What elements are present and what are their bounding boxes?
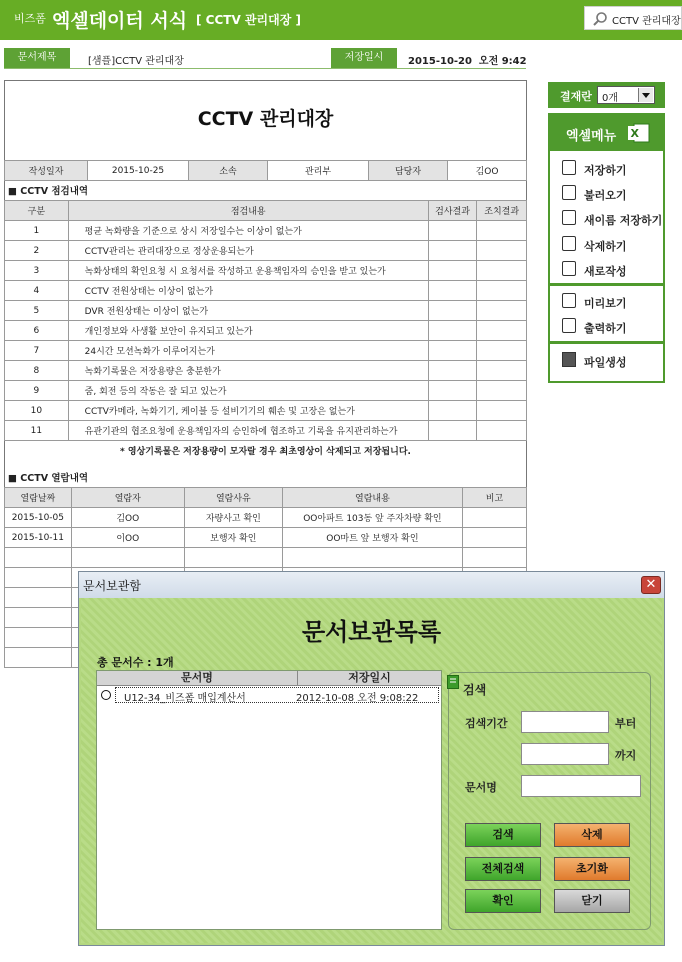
table-cell[interactable] <box>477 261 527 281</box>
archive-dialog <box>78 571 665 946</box>
menu-delete-label: 삭제하기 <box>584 240 627 253</box>
table-cell: 개인정보와 사생활 보안이 유지되고 있는가 <box>68 321 428 341</box>
table-cell[interactable]: 2015-10-05 <box>5 508 72 528</box>
table-header-row <box>5 201 527 221</box>
table-cell[interactable] <box>477 361 527 381</box>
inspection-section-title: ■ CCTV 점검내역 <box>8 186 89 197</box>
table-row <box>5 321 527 341</box>
table-cell: 녹화기록물은 저장용량은 충분한가 <box>68 361 428 381</box>
table-cell[interactable]: OO마트 앞 보행자 확인 <box>282 528 462 548</box>
table-cell: 6 <box>5 321 69 341</box>
table-cell: CCTV카메라, 녹화기기, 케이블 등 설비기기의 훼손 및 고장은 없는가 <box>68 401 428 421</box>
table-row <box>5 548 527 568</box>
table-cell[interactable] <box>428 401 477 421</box>
table-cell[interactable] <box>477 281 527 301</box>
save-date-label: 저장일시 <box>331 48 397 68</box>
delete-button[interactable]: 삭제 <box>554 823 630 847</box>
table-cell: 평균 녹화량을 기준으로 상시 저장일수는 이상이 없는가 <box>68 221 428 241</box>
table-cell[interactable] <box>5 588 72 608</box>
table-header-cell: 점검내용 <box>68 201 428 221</box>
svg-text:X: X <box>630 127 639 140</box>
table-cell[interactable]: OO아파트 103동 앞 주자차량 확인 <box>282 508 462 528</box>
preview-icon <box>562 293 576 308</box>
table-header-cell: 열람내용 <box>282 488 462 508</box>
brand-logo-small: 비즈폼 <box>14 12 46 25</box>
table-cell: 9 <box>5 381 69 401</box>
document-subtitle: [ CCTV 관리대장 ] <box>196 13 301 27</box>
table-cell: 24시간 모션녹화가 이루어지는가 <box>68 341 428 361</box>
menu-print[interactable] <box>554 315 658 339</box>
menu-new[interactable] <box>554 258 658 282</box>
radio-button[interactable] <box>101 690 111 700</box>
from-suffix: 부터 <box>615 717 637 730</box>
inspection-table <box>4 200 527 460</box>
search-panel-title: 검색 <box>463 683 487 697</box>
meta-cell[interactable]: 2015-10-25 <box>88 161 189 181</box>
save-icon <box>562 160 576 175</box>
table-cell[interactable] <box>428 241 477 261</box>
table-cell: 10 <box>5 401 69 421</box>
table-header-cell: 구분 <box>5 201 69 221</box>
approval-label: 결재란 <box>560 90 592 103</box>
dialog-body <box>81 598 662 943</box>
menu-preview[interactable] <box>554 290 658 314</box>
search-button[interactable]: 검색 <box>465 823 541 847</box>
table-cell[interactable] <box>477 421 527 441</box>
table-cell[interactable] <box>282 548 462 568</box>
menu-delete[interactable] <box>554 233 658 257</box>
table-header-cell: 열람날짜 <box>5 488 72 508</box>
meta-cell: 담당자 <box>369 161 448 181</box>
meta-table <box>4 160 527 181</box>
menu-create-file-label: 파일생성 <box>584 356 627 369</box>
dialog-heading: 문서보관목록 <box>301 618 442 646</box>
table-note-row <box>5 441 527 461</box>
to-suffix: 까지 <box>615 749 637 762</box>
approval-bar <box>548 82 665 108</box>
table-cell[interactable]: 김OO <box>71 508 184 528</box>
dialog-window-title: 문서보관함 <box>83 579 141 593</box>
table-cell[interactable] <box>428 421 477 441</box>
table-header-cell: 조치결과 <box>477 201 527 221</box>
menu-load[interactable] <box>554 182 658 206</box>
document-count: 총 문서수 : 1개 <box>97 656 174 669</box>
table-row <box>5 221 527 241</box>
menu-save-as-label: 새이름 저장하기 <box>584 214 663 227</box>
table-cell: 녹화상태의 확인요청 시 요청서를 작성하고 운용책임자의 승인을 받고 있는가 <box>68 261 428 281</box>
doc-name-label: 문서명 <box>465 781 497 794</box>
list-item[interactable] <box>115 687 439 703</box>
ok-button[interactable]: 확인 <box>465 889 541 913</box>
table-row <box>5 241 527 261</box>
date-to-input[interactable] <box>521 743 609 765</box>
menu-create-file[interactable] <box>554 349 658 373</box>
doc-title-value: [샘플]CCTV 관리대장 <box>88 56 184 67</box>
table-cell[interactable] <box>477 381 527 401</box>
menu-preview-label: 미리보기 <box>584 297 627 310</box>
table-row <box>5 528 527 548</box>
table-row <box>5 381 527 401</box>
document-list <box>96 670 442 930</box>
dialog-titlebar[interactable] <box>79 572 664 598</box>
search-icon[interactable] <box>592 11 608 30</box>
close-button[interactable]: 닫기 <box>554 889 630 913</box>
table-cell[interactable] <box>477 321 527 341</box>
table-row <box>5 261 527 281</box>
table-cell[interactable] <box>428 301 477 321</box>
menu-divider <box>550 283 663 286</box>
menu-load-label: 불러오기 <box>584 189 627 202</box>
chevron-down-icon[interactable] <box>638 88 653 102</box>
new-document-icon <box>562 261 576 276</box>
list-header-date[interactable]: 저장일시 <box>298 671 441 686</box>
trash-icon <box>562 236 576 251</box>
table-cell[interactable] <box>428 281 477 301</box>
date-from-input[interactable] <box>521 711 609 733</box>
excel-icon <box>628 123 650 146</box>
table-cell: 7 <box>5 341 69 361</box>
print-icon <box>562 318 576 333</box>
table-cell: 5 <box>5 301 69 321</box>
save-date-value: 2015-10-20 오전 9:42 <box>408 56 527 67</box>
info-divider <box>4 68 526 69</box>
table-row <box>5 361 527 381</box>
menu-print-label: 출력하기 <box>584 322 627 335</box>
doc-title-label: 문서제목 <box>4 48 70 68</box>
excel-menu-panel <box>548 113 665 383</box>
menu-save-label: 저장하기 <box>584 164 627 177</box>
approval-select[interactable] <box>597 86 655 104</box>
excel-menu-header <box>550 115 663 151</box>
table-cell: 11 <box>5 421 69 441</box>
table-cell[interactable] <box>5 548 72 568</box>
table-cell: 1 <box>5 221 69 241</box>
table-cell[interactable] <box>428 341 477 361</box>
table-cell: CCTV 전원상태는 이상이 없는가 <box>68 281 428 301</box>
list-header-name[interactable]: 문서명 <box>97 671 298 686</box>
table-cell: 3 <box>5 261 69 281</box>
meta-cell: 작성일자 <box>5 161 88 181</box>
menu-save-as[interactable] <box>554 207 663 231</box>
load-icon <box>562 185 576 200</box>
save-as-icon <box>562 210 576 225</box>
table-row <box>5 281 527 301</box>
list-item-date: 2012-10-08 오전 9:08:22 <box>296 693 419 704</box>
table-cell[interactable] <box>477 341 527 361</box>
table-cell: CCTV관리는 관리대장으로 정상운용되는가 <box>68 241 428 261</box>
search-panel <box>448 672 651 930</box>
table-cell: 4 <box>5 281 69 301</box>
table-cell[interactable] <box>462 508 526 528</box>
viewing-section-title: ■ CCTV 열람내역 <box>8 473 89 484</box>
meta-cell: 소속 <box>189 161 268 181</box>
table-cell[interactable]: 보행자 확인 <box>184 528 282 548</box>
table-cell[interactable] <box>428 261 477 281</box>
table-cell[interactable] <box>428 381 477 401</box>
table-cell[interactable]: 자량사고 확인 <box>184 508 282 528</box>
menu-new-label: 새로작성 <box>584 265 627 278</box>
table-header-cell: 열람자 <box>71 488 184 508</box>
table-cell: 유관기관의 협조요청에 운용책임자의 승인하에 협조하고 기록을 유지관리하는가 <box>68 421 428 441</box>
table-cell[interactable] <box>462 528 526 548</box>
table-cell: DVR 전원상태는 이상이 없는가 <box>68 301 428 321</box>
table-cell[interactable] <box>184 548 282 568</box>
meta-cell[interactable]: 관리부 <box>268 161 369 181</box>
table-cell[interactable] <box>5 628 72 648</box>
reset-button[interactable]: 초기화 <box>554 857 630 881</box>
table-cell[interactable] <box>428 221 477 241</box>
list-item-name: U12-34_비즈폼 매입계산서 <box>124 693 246 704</box>
period-label: 검색기간 <box>465 717 508 730</box>
table-cell[interactable] <box>428 361 477 381</box>
document-title: CCTV 관리대장 <box>197 108 334 130</box>
meta-cell[interactable]: 김OO <box>448 161 527 181</box>
doc-name-input[interactable] <box>521 775 641 797</box>
list-header <box>97 671 441 685</box>
table-cell[interactable] <box>477 301 527 321</box>
table-row <box>5 341 527 361</box>
table-cell[interactable] <box>477 241 527 261</box>
table-cell[interactable] <box>477 401 527 421</box>
menu-divider <box>550 341 663 344</box>
storage-note: * 영상기록물은 저장용량이 모자랄 경우 최초영상이 삭제되고 저장됩니다. <box>120 447 411 457</box>
table-header-cell: 열람사유 <box>184 488 282 508</box>
table-cell[interactable] <box>71 548 184 568</box>
document-icon <box>447 675 459 692</box>
table-header-cell: 비고 <box>462 488 526 508</box>
table-cell[interactable] <box>5 568 72 588</box>
table-cell[interactable]: 2015-10-11 <box>5 528 72 548</box>
table-row <box>5 421 527 441</box>
table-cell[interactable] <box>477 221 527 241</box>
folder-icon <box>562 352 576 367</box>
table-cell[interactable]: 이OO <box>71 528 184 548</box>
header-search-text: CCTV 관리대장 <box>612 16 681 27</box>
table-cell: 2 <box>5 241 69 261</box>
table-cell[interactable] <box>428 321 477 341</box>
table-cell[interactable] <box>5 608 72 628</box>
search-all-button[interactable]: 전체검색 <box>465 857 541 881</box>
table-header-cell: 검사결과 <box>428 201 477 221</box>
table-header-row <box>5 488 527 508</box>
table-row <box>5 508 527 528</box>
table-row <box>5 401 527 421</box>
approval-select-value: 0개 <box>602 93 619 104</box>
table-cell: 8 <box>5 361 69 381</box>
table-cell: 줌, 회전 등의 작동은 잘 되고 있는가 <box>68 381 428 401</box>
close-icon[interactable]: ✕ <box>641 576 661 594</box>
table-cell[interactable] <box>462 548 526 568</box>
table-row <box>5 301 527 321</box>
brand-title: 엑셀데이터 서식 <box>52 10 188 32</box>
header-search-box[interactable] <box>584 6 682 30</box>
excel-menu-title: 엑셀메뉴 <box>566 129 617 144</box>
menu-save[interactable] <box>554 157 658 181</box>
table-cell[interactable] <box>5 648 72 668</box>
